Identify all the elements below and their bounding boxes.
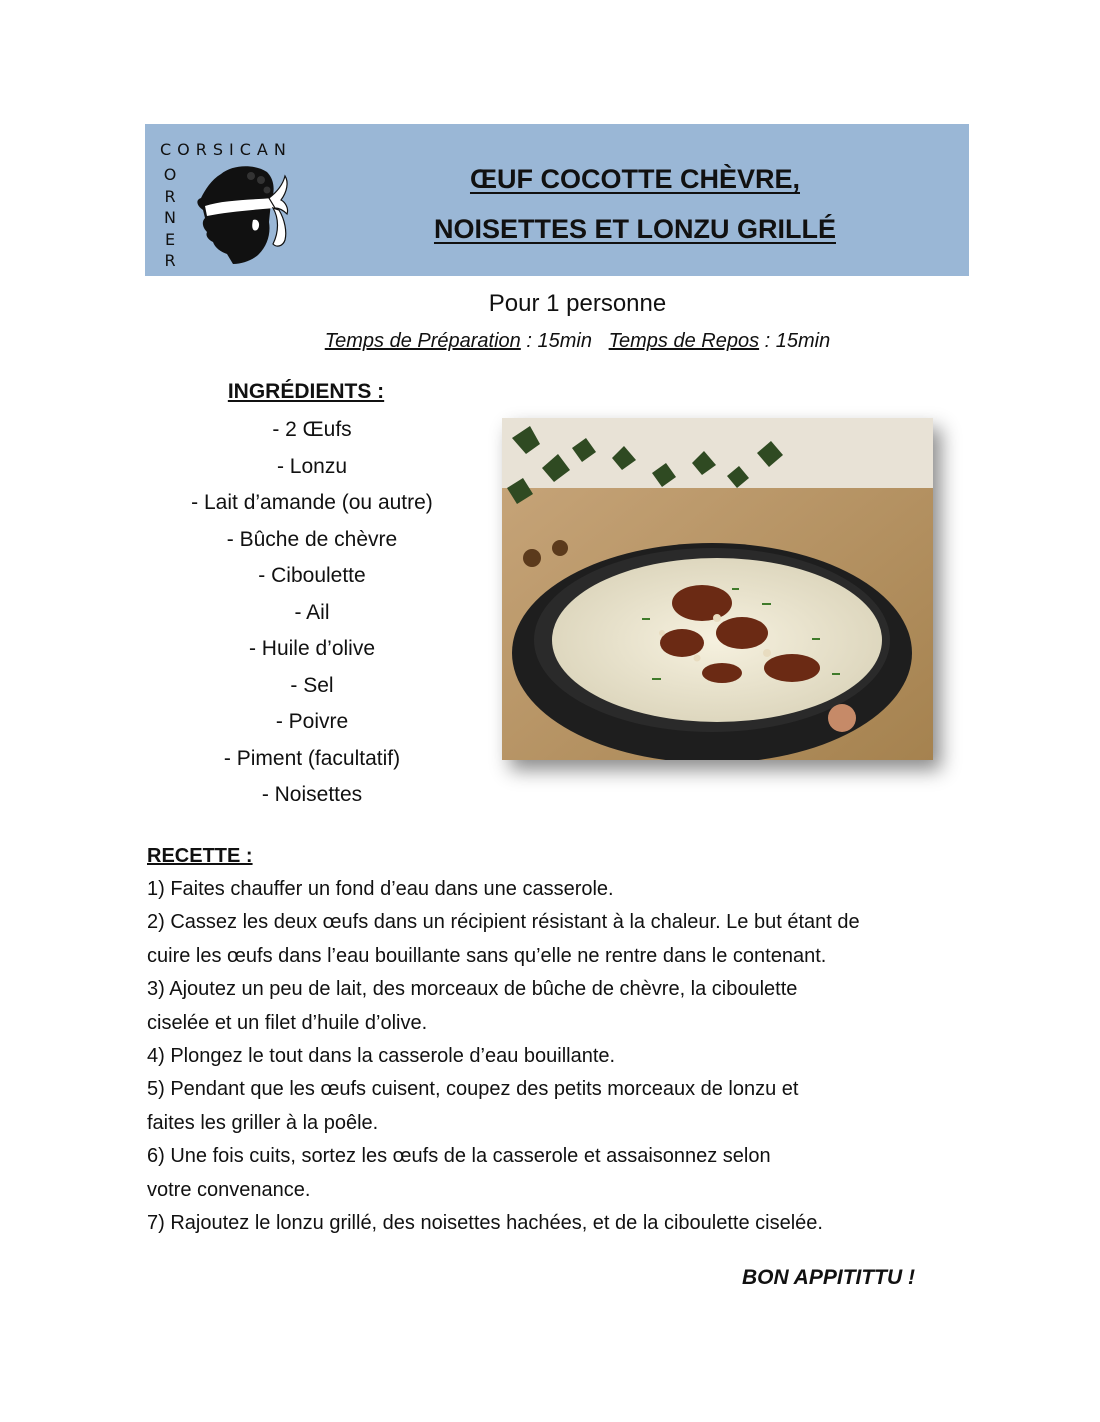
logo-letter: R	[164, 251, 176, 270]
recipe-line: 7) Rajoutez le lonzu grillé, des noisettes hachées, et de la ciboulette ciselée.	[147, 1212, 823, 1235]
logo-letter: O	[163, 165, 177, 184]
logo-letter: R	[164, 186, 176, 206]
rest-time-value: : 15min	[759, 330, 831, 352]
ingredient-item: - 2 Œufs	[272, 418, 352, 441]
ingredient-item: - Lait d’amande (ou autre)	[191, 491, 433, 514]
recipe-line: 5) Pendant que les œufs cuisent, coupez des petits morceaux de lonzu et	[147, 1078, 799, 1101]
logo-wordmark: CORSICAN	[160, 140, 292, 159]
recipe-heading: RECETTE :	[147, 845, 253, 867]
serves-text: Pour 1 personne	[488, 290, 667, 317]
recipe-line: 3) Ajoutez un peu de lait, des morceaux de bûche de chèvre, la ciboulette	[147, 978, 798, 1001]
dish-photo	[502, 418, 933, 760]
ingredients-list	[152, 412, 472, 814]
logo-letter: E	[164, 229, 176, 249]
ingredient-item: - Lonzu	[276, 454, 348, 478]
recipe-line: 6) Une fois cuits, sortez les œufs de la casserole et assaisonnez selon	[147, 1145, 771, 1168]
recipe-line: 4) Plongez le tout dans la casserole d’eau bouillante.	[147, 1045, 616, 1068]
ingredient-item: - Ciboulette	[258, 564, 366, 587]
ingredient-item: - Sel	[290, 673, 334, 697]
moor-head-icon	[193, 162, 293, 267]
ingredient-item: - Ail	[294, 600, 330, 624]
logo-vertical-letters	[161, 164, 179, 272]
prep-time-value: : 15min	[520, 330, 592, 352]
closing-sign-off: BON APPITITTU !	[741, 1266, 915, 1289]
rest-time-label: Temps de Repos	[608, 330, 760, 352]
ingredient-item: - Bûche de chèvre	[226, 527, 398, 551]
ingredient-item: - Huile d’olive	[248, 637, 376, 660]
recipe-line: 1) Faites chauffer un fond d’eau dans une casserole.	[147, 878, 614, 900]
ingredient-item: - Noisettes	[261, 783, 363, 806]
title-line-1: ŒUF COCOTTE CHÈVRE,	[469, 164, 800, 194]
times-line	[0, 330, 1100, 353]
ingredient-item: - Poivre	[275, 710, 349, 733]
recipe-steps	[147, 873, 907, 1240]
header-banner	[145, 124, 969, 276]
ingredients-heading: INGRÉDIENTS :	[227, 380, 385, 403]
recipe-line: votre convenance.	[147, 1178, 311, 1201]
dish-photo-illustration	[502, 418, 933, 760]
recipe-line: ciselée et un filet d’huile d’olive.	[147, 1011, 428, 1034]
prep-time-label: Temps de Préparation	[324, 330, 521, 352]
recipe-line: 2) Cassez les deux œufs dans un récipient résistant à la chaleur. Le but étant de	[147, 911, 860, 934]
title-line-2: NOISETTES ET LONZU GRILLÉ	[433, 214, 836, 244]
recipe-line: faites les griller à la poêle.	[147, 1111, 379, 1134]
ingredient-item: - Piment (facultatif)	[223, 746, 401, 770]
recipe-line: cuire les œufs dans l’eau bouillante sans qu’elle ne rentre dans le contenant.	[147, 944, 827, 967]
logo-letter: N	[164, 208, 176, 227]
recipe-title	[385, 154, 885, 254]
